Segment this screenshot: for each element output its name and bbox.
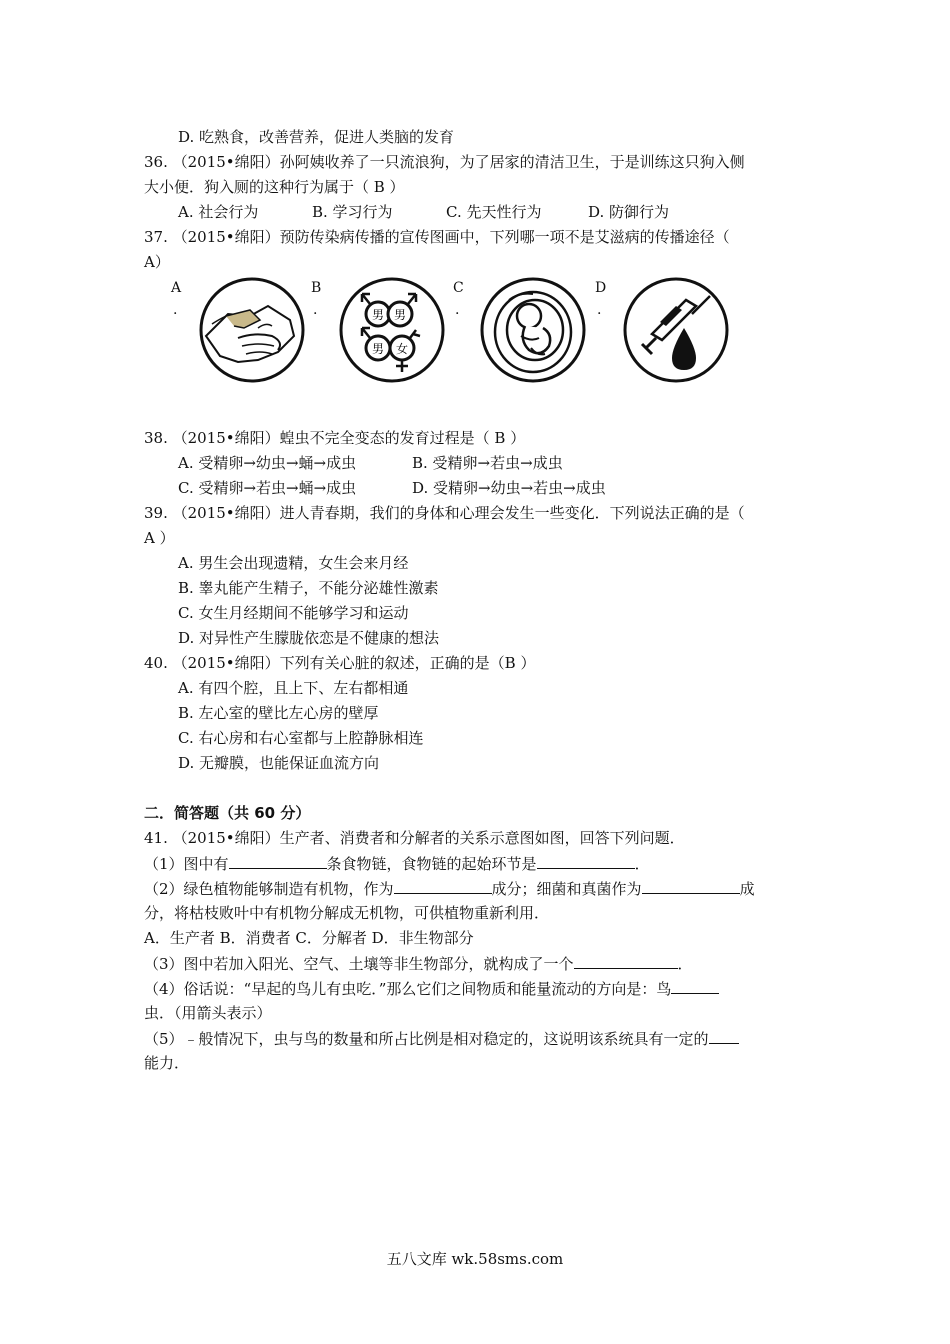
section-title: 二．简答题（共 60 分） (144, 804, 311, 822)
q38-stem: 38. （2015•绵阳）蝗虫不完全变态的发育过程是（ B ） (144, 429, 526, 447)
q39-option-c: C. 女生月经期间不能够学习和运动 (178, 604, 409, 622)
blank-field[interactable] (574, 953, 678, 969)
blank-field[interactable] (709, 1028, 739, 1044)
blank-field[interactable] (229, 853, 327, 869)
q37-dot-a: . (173, 302, 178, 318)
q37-stem-line2: A） (144, 253, 170, 271)
q40-stem: 40. （2015•绵阳）下列有关心脏的叙述，正确的是（B ） (144, 654, 536, 672)
q37-letter-d: D (595, 280, 607, 296)
q40-option-a: A. 有四个腔，且上下、左右都相通 (178, 679, 409, 697)
q37-dot-d: . (597, 302, 602, 318)
blank-field[interactable] (671, 978, 719, 994)
q40-option-d: D. 无瓣膜，也能保证血流方向 (178, 754, 380, 772)
q39-option-a: A. 男生会出现遗精，女生会来月经 (178, 554, 409, 572)
q41-part1 (144, 853, 650, 874)
q37-stem-line1: 37. （2015•绵阳）预防传染病传播的宣传图画中，下列哪一项不是艾滋病的传播途径（ (144, 228, 730, 246)
q39-stem-line2: A ） (144, 529, 175, 547)
q37-dot-b: . (313, 302, 318, 318)
q39-option-d: D. 对异性产生朦胧依恋是不健康的想法 (178, 629, 440, 647)
q41-part5-cont: 能力． (144, 1054, 190, 1072)
q36-option-a: A. 社会行为 (178, 203, 259, 221)
q41-p4a: （4）俗话说：“早起的鸟儿有虫吃．”那么它们之间物质和能量流动的方向是：鸟 (144, 980, 672, 998)
q36-option-c: C. 先天性行为 (446, 203, 542, 221)
q41-part2 (144, 878, 755, 899)
q41-part4 (144, 978, 719, 999)
symbol-label: 男 (371, 308, 385, 322)
handshake-icon (198, 276, 306, 384)
q40-option-c: C. 右心房和右心室都与上腔静脉相连 (178, 729, 424, 747)
q38-option-d: D. 受精卵→幼虫→若虫→成虫 (412, 479, 606, 497)
q36-options (178, 202, 669, 222)
pregnancy-icon (479, 276, 587, 384)
blank-field[interactable] (642, 878, 740, 894)
footer-watermark: 五八文库 wk.58sms.com (386, 1250, 564, 1268)
symbol-label: 男 (393, 308, 407, 322)
blank-field[interactable] (537, 853, 635, 869)
q41-part2-cont: 分，将枯枝败叶中有机物分解成无机物，可供植物重新利用． (144, 904, 550, 922)
q41-p3b: ． (677, 955, 693, 973)
q38-option-c: C. 受精卵→若虫→蛹→成虫 (178, 479, 357, 497)
q38-options-row1 (178, 453, 563, 473)
q41-choices: A．生产者 B．消费者 C．分解者 D．非生物部分 (144, 929, 474, 947)
q41-part5 (144, 1028, 739, 1049)
q39-stem-line1: 39. （2015•绵阳）进人青春期，我们的身体和心理会发生一些变化．下列说法正确的是（ (144, 504, 745, 522)
q41-p1c: ． (634, 855, 650, 873)
q41-p2a: （2）绿色植物能够制造有机物，作为 (144, 880, 394, 898)
gender-symbols-icon (338, 276, 446, 384)
syringe-blood-icon (622, 276, 730, 384)
q41-p1a: （1）图中有 (144, 855, 229, 873)
q38-option-b: B. 受精卵→若虫→成虫 (412, 454, 563, 472)
q37-letter-a: A (171, 280, 182, 296)
q41-p3a: （3）图中若加入阳光、空气、土壤等非生物部分，就构成了一个 (144, 955, 574, 973)
q41-p5a: （5）﹣般情况下，虫与鸟的数量和所占比例是相对稳定的，这说明该系统具有一定的 (144, 1030, 709, 1048)
q41-p1b: 条食物链，食物链的起始环节是 (326, 855, 537, 873)
q37-dot-c: . (455, 302, 460, 318)
q36-option-d: D. 防御行为 (588, 203, 670, 221)
q38-option-a: A. 受精卵→幼虫→蛹→成虫 (178, 454, 357, 472)
q37-letter-b: B (311, 280, 322, 296)
q41-part3 (144, 953, 693, 974)
q35-option-d: D. 吃熟食，改善营养，促进人类脑的发育 (178, 128, 455, 146)
symbol-label: 男 (371, 342, 385, 356)
q38-options-row2 (178, 478, 606, 498)
q41-p2b: 成分；细菌和真菌作为 (491, 880, 642, 898)
blank-field[interactable] (394, 878, 492, 894)
q36-option-b: B. 学习行为 (312, 203, 393, 221)
q41-stem: 41. （2015•绵阳）生产者、消费者和分解者的关系示意图如图，回答下列问题． (144, 829, 685, 847)
q39-option-b: B. 睾丸能产生精子，不能分泌雄性激素 (178, 579, 439, 597)
symbol-label: 女 (395, 342, 409, 356)
q36-stem-line2: 大小便．狗入厕的这种行为属于（ B ） (144, 178, 405, 196)
q36-stem-line1: 36. （2015•绵阳）孙阿姨收养了一只流浪狗，为了居家的清洁卫生，于是训练这只狗入侧 (144, 153, 745, 171)
q41-part4-cont: 虫．（用箭头表示） (144, 1004, 272, 1022)
q40-option-b: B. 左心室的壁比左心房的壁厚 (178, 704, 379, 722)
q41-p2c: 成 (739, 880, 755, 898)
q37-letter-c: C (453, 280, 464, 296)
